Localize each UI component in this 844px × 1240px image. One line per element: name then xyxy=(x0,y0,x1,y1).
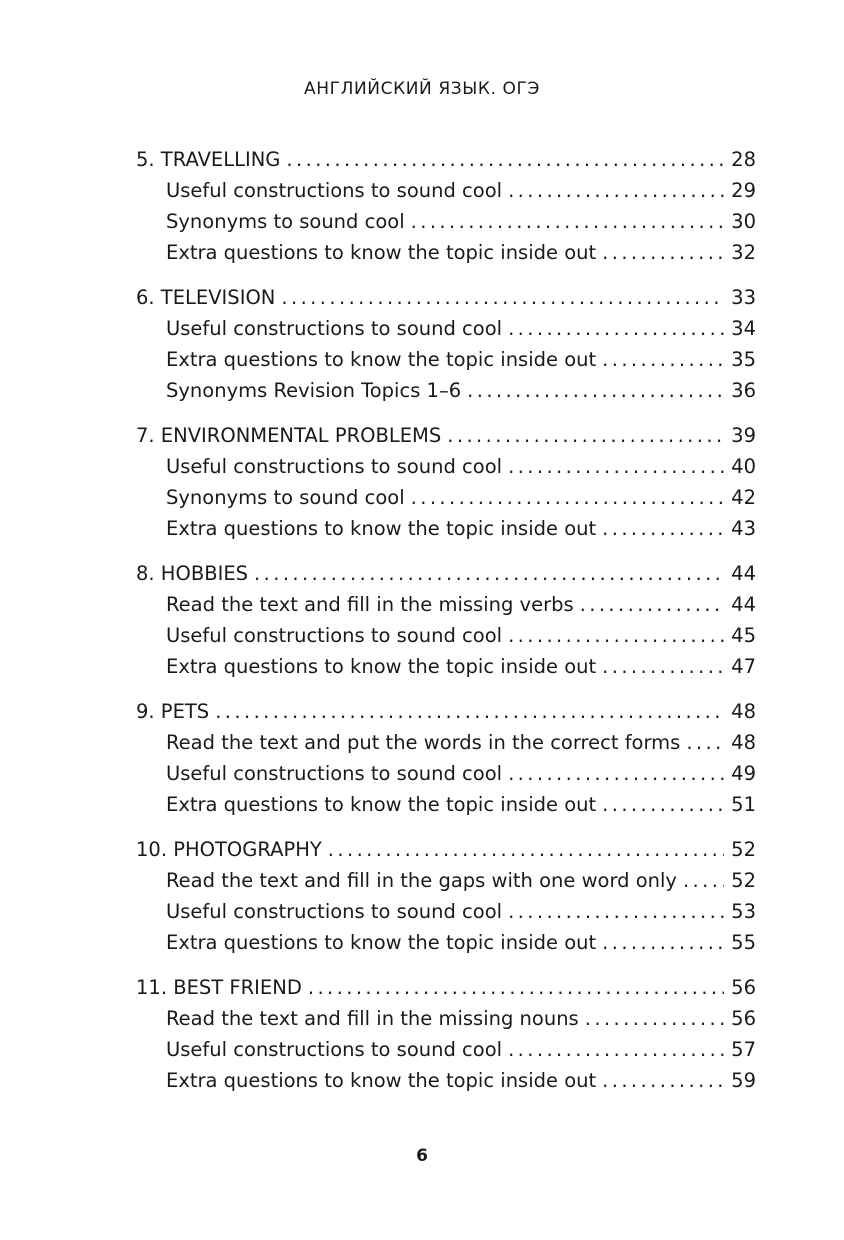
toc-entry-title: 6. TELEVISION xyxy=(136,286,276,309)
toc-section-heading xyxy=(136,282,756,313)
dot-leader xyxy=(602,927,724,958)
toc-entry-title: Useful constructions to sound cool xyxy=(166,762,503,785)
dot-leader xyxy=(411,482,724,513)
toc-entry-page: 42 xyxy=(731,486,756,509)
toc-entry-title: Useful constructions to sound cool xyxy=(166,900,503,923)
toc-subentry xyxy=(136,589,756,620)
toc-entry-page: 51 xyxy=(731,793,756,816)
toc-section xyxy=(136,834,756,958)
dot-leader xyxy=(411,206,724,237)
toc-subentry xyxy=(136,651,756,682)
toc-subentry xyxy=(136,789,756,820)
toc-entry-title: Read the text and fill in the missing verbs xyxy=(166,593,574,616)
toc-subentry xyxy=(136,482,756,513)
dot-leader xyxy=(602,344,724,375)
dot-leader xyxy=(508,758,724,789)
dot-leader xyxy=(602,789,724,820)
toc-section xyxy=(136,282,756,406)
toc-section xyxy=(136,420,756,544)
toc-entry-page: 45 xyxy=(731,624,756,647)
toc-entry-title: Extra questions to know the topic inside out xyxy=(166,793,597,816)
toc-entry-page: 55 xyxy=(731,931,756,954)
toc-entry-page: 56 xyxy=(731,1007,756,1030)
page-number: 6 xyxy=(416,1146,428,1166)
dot-leader xyxy=(281,282,724,313)
toc-subentry xyxy=(136,758,756,789)
dot-leader xyxy=(308,972,724,1003)
toc-entry-title: Read the text and put the words in the correct forms xyxy=(166,731,681,754)
toc-subentry xyxy=(136,727,756,758)
toc-entry-title: 11. BEST FRIEND xyxy=(136,976,302,999)
toc-entry-page: 35 xyxy=(731,348,756,371)
toc-entry-page: 59 xyxy=(731,1069,756,1092)
dot-leader xyxy=(508,313,724,344)
toc-entry-title: 10. PHOTOGRAPHY xyxy=(136,838,322,861)
toc-entry-page: 40 xyxy=(731,455,756,478)
dot-leader xyxy=(602,651,724,682)
toc-entry-page: 43 xyxy=(731,517,756,540)
table-of-contents xyxy=(136,144,756,1110)
toc-entry-title: Useful constructions to sound cool xyxy=(166,317,503,340)
toc-section xyxy=(136,696,756,820)
dot-leader xyxy=(286,144,724,175)
toc-entry-title: Extra questions to know the topic inside out xyxy=(166,1069,597,1092)
dot-leader xyxy=(602,513,724,544)
toc-section-heading xyxy=(136,834,756,865)
toc-entry-page: 57 xyxy=(731,1038,756,1061)
toc-entry-title: Synonyms to sound cool xyxy=(166,210,405,233)
dot-leader xyxy=(602,1065,724,1096)
toc-subentry xyxy=(136,1034,756,1065)
toc-subentry xyxy=(136,620,756,651)
toc-entry-title: Synonyms Revision Topics 1–6 xyxy=(166,379,462,402)
toc-entry-page: 47 xyxy=(731,655,756,678)
toc-entry-title: Extra questions to know the topic inside out xyxy=(166,655,597,678)
toc-entry-page: 33 xyxy=(731,286,756,309)
toc-entry-title: Synonyms to sound cool xyxy=(166,486,405,509)
dot-leader xyxy=(215,696,724,727)
dot-leader xyxy=(447,420,724,451)
toc-entry-page: 36 xyxy=(731,379,756,402)
toc-entry-title: 9. PETS xyxy=(136,700,210,723)
toc-entry-title: Read the text and fill in the gaps with one word only xyxy=(166,869,677,892)
toc-subentry xyxy=(136,927,756,958)
toc-entry-title: Useful constructions to sound cool xyxy=(166,1038,503,1061)
toc-section xyxy=(136,558,756,682)
dot-leader xyxy=(602,237,724,268)
toc-subentry xyxy=(136,237,756,268)
toc-subentry xyxy=(136,865,756,896)
toc-entry-page: 48 xyxy=(731,700,756,723)
toc-entry-page: 53 xyxy=(731,900,756,923)
toc-entry-page: 49 xyxy=(731,762,756,785)
toc-subentry xyxy=(136,206,756,237)
toc-entry-page: 44 xyxy=(731,593,756,616)
toc-entry-page: 32 xyxy=(731,241,756,264)
toc-entry-title: Extra questions to know the topic inside out xyxy=(166,348,597,371)
toc-entry-title: Extra questions to know the topic inside out xyxy=(166,517,597,540)
dot-leader xyxy=(508,451,724,482)
dot-leader xyxy=(580,589,724,620)
dot-leader xyxy=(508,175,724,206)
dot-leader xyxy=(508,1034,724,1065)
toc-subentry xyxy=(136,896,756,927)
dot-leader xyxy=(467,375,724,406)
toc-entry-page: 48 xyxy=(731,731,756,754)
dot-leader xyxy=(508,896,724,927)
toc-entry-page: 30 xyxy=(731,210,756,233)
toc-entry-title: Useful constructions to sound cool xyxy=(166,455,503,478)
toc-section-heading xyxy=(136,696,756,727)
toc-entry-page: 52 xyxy=(731,869,756,892)
toc-subentry xyxy=(136,1003,756,1034)
dot-leader xyxy=(328,834,724,865)
dot-leader xyxy=(508,620,724,651)
toc-section-heading xyxy=(136,420,756,451)
toc-subentry xyxy=(136,1065,756,1096)
toc-entry-page: 29 xyxy=(731,179,756,202)
toc-entry-page: 39 xyxy=(731,424,756,447)
toc-section-heading xyxy=(136,558,756,589)
toc-subentry xyxy=(136,375,756,406)
toc-sections xyxy=(136,144,756,1096)
toc-entry-title: Read the text and fill in the missing nouns xyxy=(166,1007,579,1030)
toc-subentry xyxy=(136,513,756,544)
toc-subentry xyxy=(136,175,756,206)
toc-section-heading xyxy=(136,972,756,1003)
toc-subentry xyxy=(136,344,756,375)
toc-section xyxy=(136,144,756,268)
toc-subentry xyxy=(136,313,756,344)
toc-entry-title: Extra questions to know the topic inside out xyxy=(166,241,597,264)
toc-entry-page: 34 xyxy=(731,317,756,340)
dot-leader xyxy=(683,865,724,896)
dot-leader xyxy=(686,727,724,758)
dot-leader xyxy=(254,558,724,589)
toc-entry-title: Useful constructions to sound cool xyxy=(166,624,503,647)
running-head: АНГЛИЙСКИЙ ЯЗЫК. ОГЭ xyxy=(304,79,540,99)
toc-section-heading xyxy=(136,144,756,175)
toc-entry-title: Extra questions to know the topic inside out xyxy=(166,931,597,954)
toc-subentry xyxy=(136,451,756,482)
toc-entry-title: 8. HOBBIES xyxy=(136,562,249,585)
toc-entry-page: 52 xyxy=(731,838,756,861)
toc-section xyxy=(136,972,756,1096)
toc-entry-page: 56 xyxy=(731,976,756,999)
toc-entry-page: 28 xyxy=(731,148,756,171)
toc-entry-title: 7. ENVIRONMENTAL PROBLEMS xyxy=(136,424,442,447)
toc-entry-page: 44 xyxy=(731,562,756,585)
toc-entry-title: Useful constructions to sound cool xyxy=(166,179,503,202)
toc-entry-title: 5. TRAVELLING xyxy=(136,148,281,171)
dot-leader xyxy=(585,1003,724,1034)
